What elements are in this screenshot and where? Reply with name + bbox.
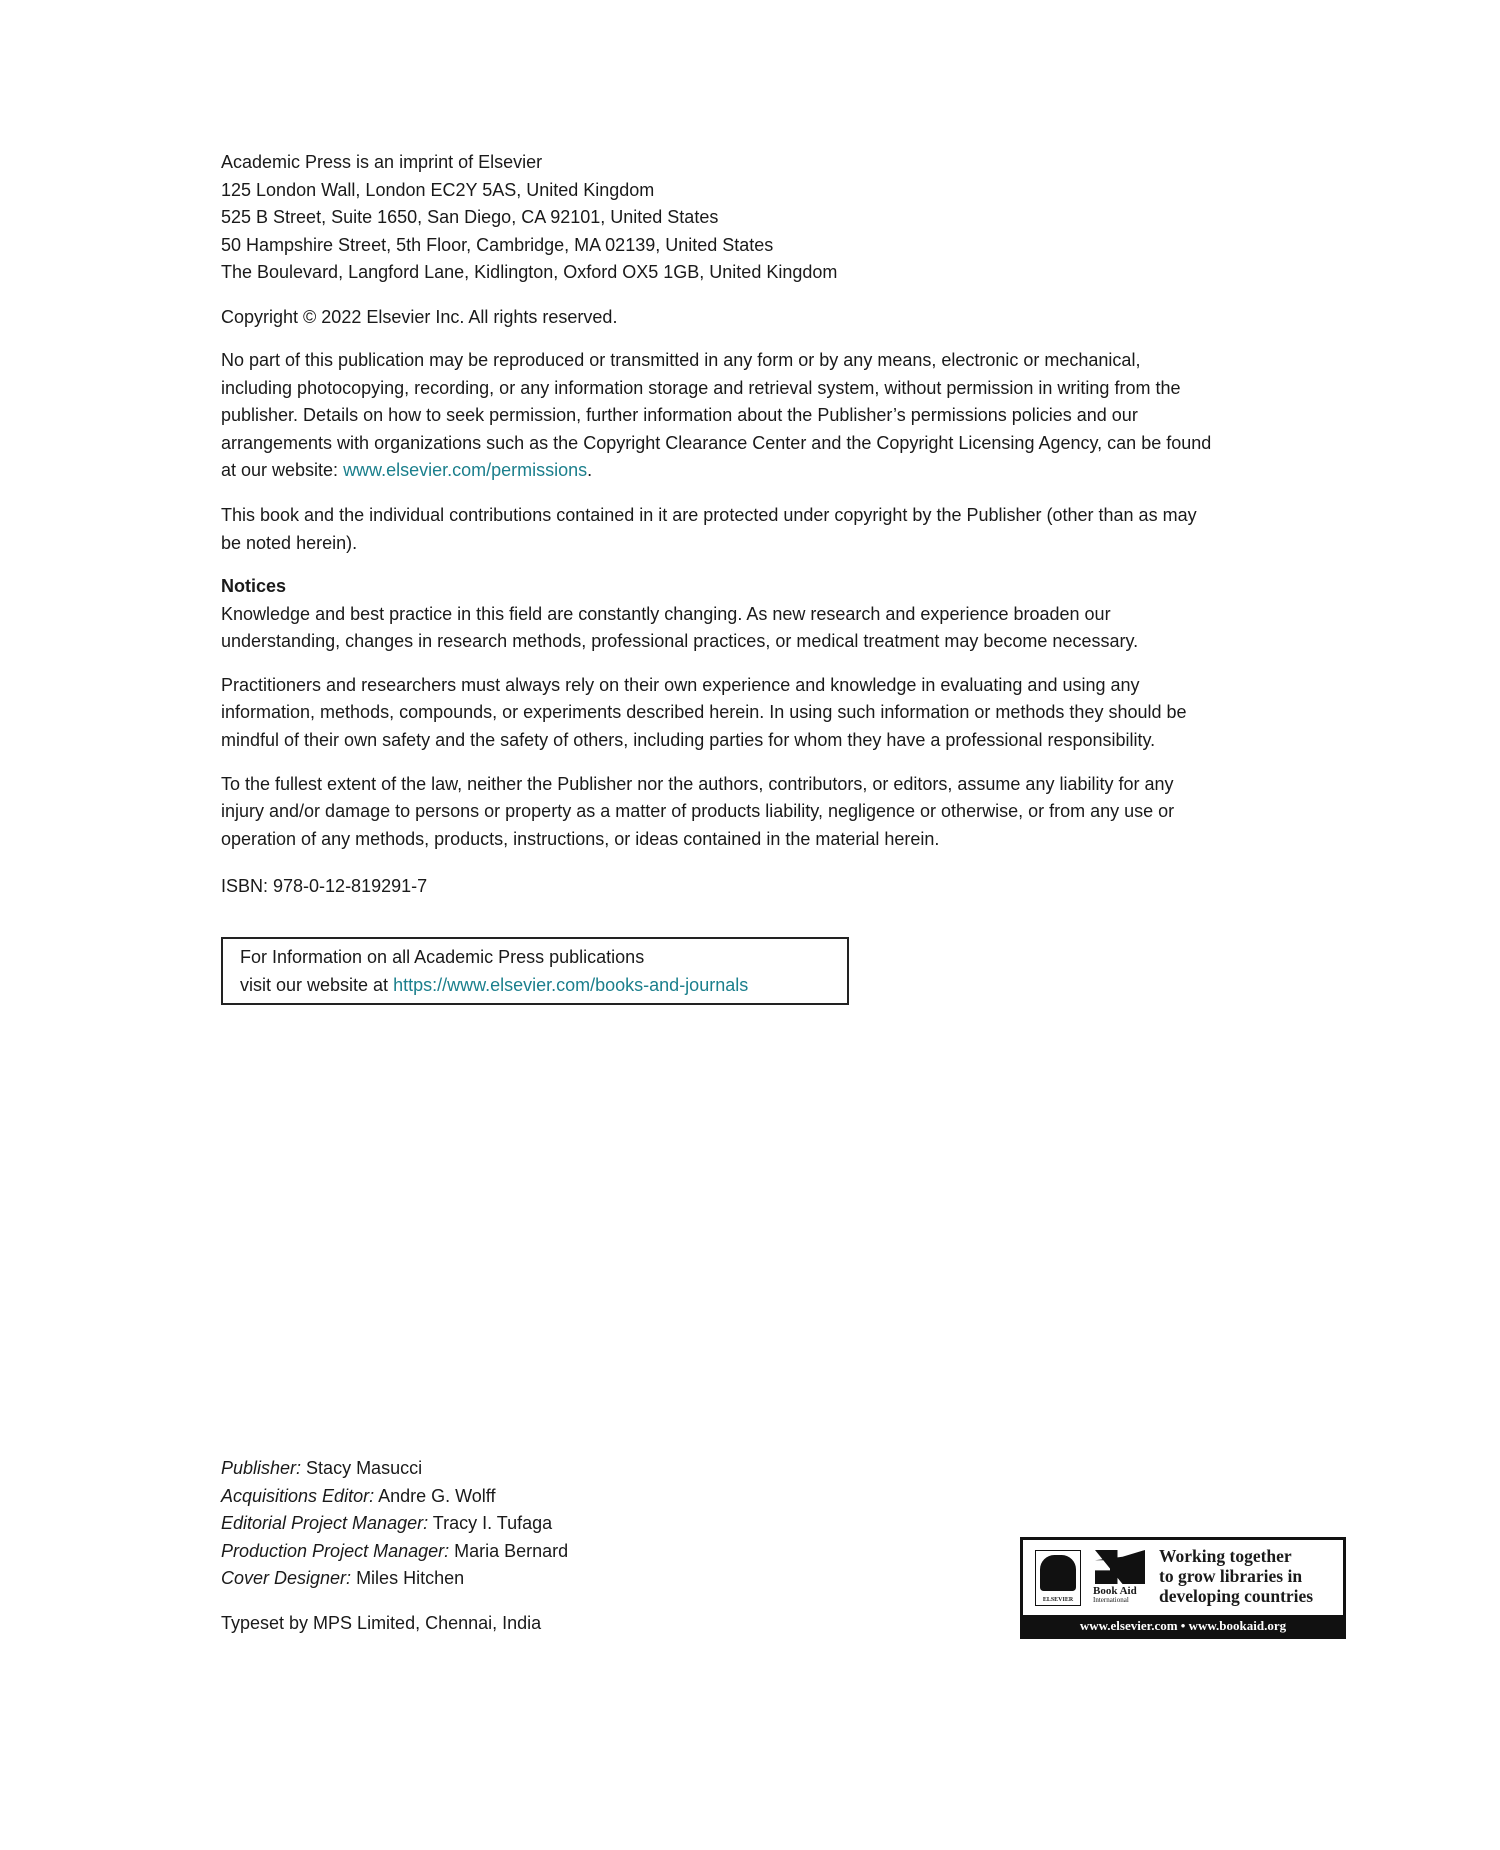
isbn <box>221 873 427 901</box>
text-line: be noted herein). <box>221 532 358 553</box>
protected-paragraph <box>221 502 1197 557</box>
credit-line <box>221 1538 568 1566</box>
books-journals-link[interactable]: https://www.elsevier.com/books-and-journals <box>393 974 749 995</box>
info-box <box>221 937 849 1005</box>
isbn-text: ISBN: 978-0-12-819291-7 <box>221 876 428 896</box>
permissions-paragraph <box>221 347 1211 485</box>
text-line: mindful of their own safety and the safety of others, including parties for whom they have a professional responsibility. <box>221 729 1156 750</box>
text-line: arrangements with organizations such as the Copyright Clearance Center and the Copyright Licensing Agency, can be found <box>221 432 1212 453</box>
text: at our website: <box>221 460 344 481</box>
book-aid-sublabel: International <box>1093 1596 1129 1604</box>
text-line: Knowledge and best practice in this field are constantly changing. As new research and experience broaden our <box>221 603 1111 624</box>
logo-tagline <box>1159 1546 1313 1606</box>
permissions-link[interactable]: www.elsevier.com/permissions <box>343 460 588 481</box>
text-line: injury and/or damage to persons or property as a matter of products liability, negligence or otherwise, or from any use or <box>221 801 1175 822</box>
address-line: Academic Press is an imprint of Elsevier <box>221 152 543 172</box>
address-line: The Boulevard, Langford Lane, Kidlington, Oxford OX5 1GB, United Kingdom <box>221 262 838 283</box>
credit-role: Editorial Project Manager: <box>221 1513 429 1534</box>
publisher-addresses <box>221 149 837 287</box>
credit-name: Stacy Masucci <box>301 1458 423 1478</box>
notices-section <box>221 573 1187 853</box>
copyright-text: Copyright © 2022 Elsevier Inc. All rights reserved. <box>221 307 618 327</box>
elsevier-label: ELSEVIER <box>1042 1597 1074 1603</box>
book-aid-label: Book Aid <box>1093 1585 1137 1597</box>
book-aid-icon <box>1093 1550 1149 1606</box>
credit-name: Maria Bernard <box>449 1540 569 1561</box>
text-line: operation of any methods, products, instructions, or ideas contained in the material herein. <box>221 828 940 849</box>
copyright-line <box>221 304 617 332</box>
notices-heading: Notices <box>221 576 287 596</box>
credit-role: Production Project Manager: <box>221 1540 450 1561</box>
credit-line <box>221 1510 568 1538</box>
typeset-text: Typeset by MPS Limited, Chennai, India <box>221 1613 542 1633</box>
text-line: publisher. Details on how to seek permission, further information about the Publisher’s permissions policies and our <box>221 405 1138 426</box>
credit-name: Andre G. Wolff <box>374 1485 496 1506</box>
credit-role: Cover Designer: <box>221 1568 352 1589</box>
credit-line <box>221 1455 568 1483</box>
book-aid-logo <box>1020 1537 1346 1639</box>
credit-line <box>221 1483 568 1511</box>
logo-footer: www.elsevier.com • www.bookaid.org <box>1023 1615 1343 1636</box>
text: visit our website at <box>240 974 394 995</box>
elsevier-tree-icon <box>1035 1550 1081 1606</box>
credit-role: Acquisitions Editor: <box>221 1485 375 1506</box>
tagline-line: to grow libraries in <box>1159 1566 1303 1586</box>
text: . <box>587 460 593 481</box>
text-line: including photocopying, recording, or any information storage and retrieval system, without permission in writing from the <box>221 377 1181 398</box>
credit-name: Miles Hitchen <box>351 1568 465 1589</box>
text-line: No part of this publication may be reproduced or transmitted in any form or by any means, electronic or mechanical, <box>221 350 1141 370</box>
address-line: 50 Hampshire Street, 5th Floor, Cambridge, MA 02139, United States <box>221 234 774 255</box>
text-line: This book and the individual contributions contained in it are protected under copyright by the Publisher (other than as may <box>221 505 1197 525</box>
info-line <box>240 972 748 1000</box>
text-line: Practitioners and researchers must always rely on their own experience and knowledge in evaluating and using any <box>221 674 1140 695</box>
text-line: information, methods, compounds, or experiments described herein. In using such information or methods they should be <box>221 702 1187 723</box>
address-line: 525 B Street, Suite 1650, San Diego, CA 92101, United States <box>221 207 719 228</box>
credit-line <box>221 1565 568 1593</box>
credit-role: Publisher: <box>221 1458 302 1478</box>
typeset-line <box>221 1610 541 1638</box>
credit-name: Tracy I. Tufaga <box>428 1513 553 1534</box>
credits <box>221 1455 568 1593</box>
text-line: understanding, changes in research methods, professional practices, or medical treatment may become necessary. <box>221 631 1139 652</box>
text-line: To the fullest extent of the law, neither the Publisher nor the authors, contributors, or editors, assume any liability for any <box>221 773 1174 794</box>
address-line: 125 London Wall, London EC2Y 5AS, United Kingdom <box>221 179 655 200</box>
tagline-line: developing countries <box>1159 1586 1314 1606</box>
tagline-line: Working together <box>1159 1546 1292 1566</box>
info-line: For Information on all Academic Press publications <box>240 947 645 967</box>
text-line <box>221 457 1211 485</box>
